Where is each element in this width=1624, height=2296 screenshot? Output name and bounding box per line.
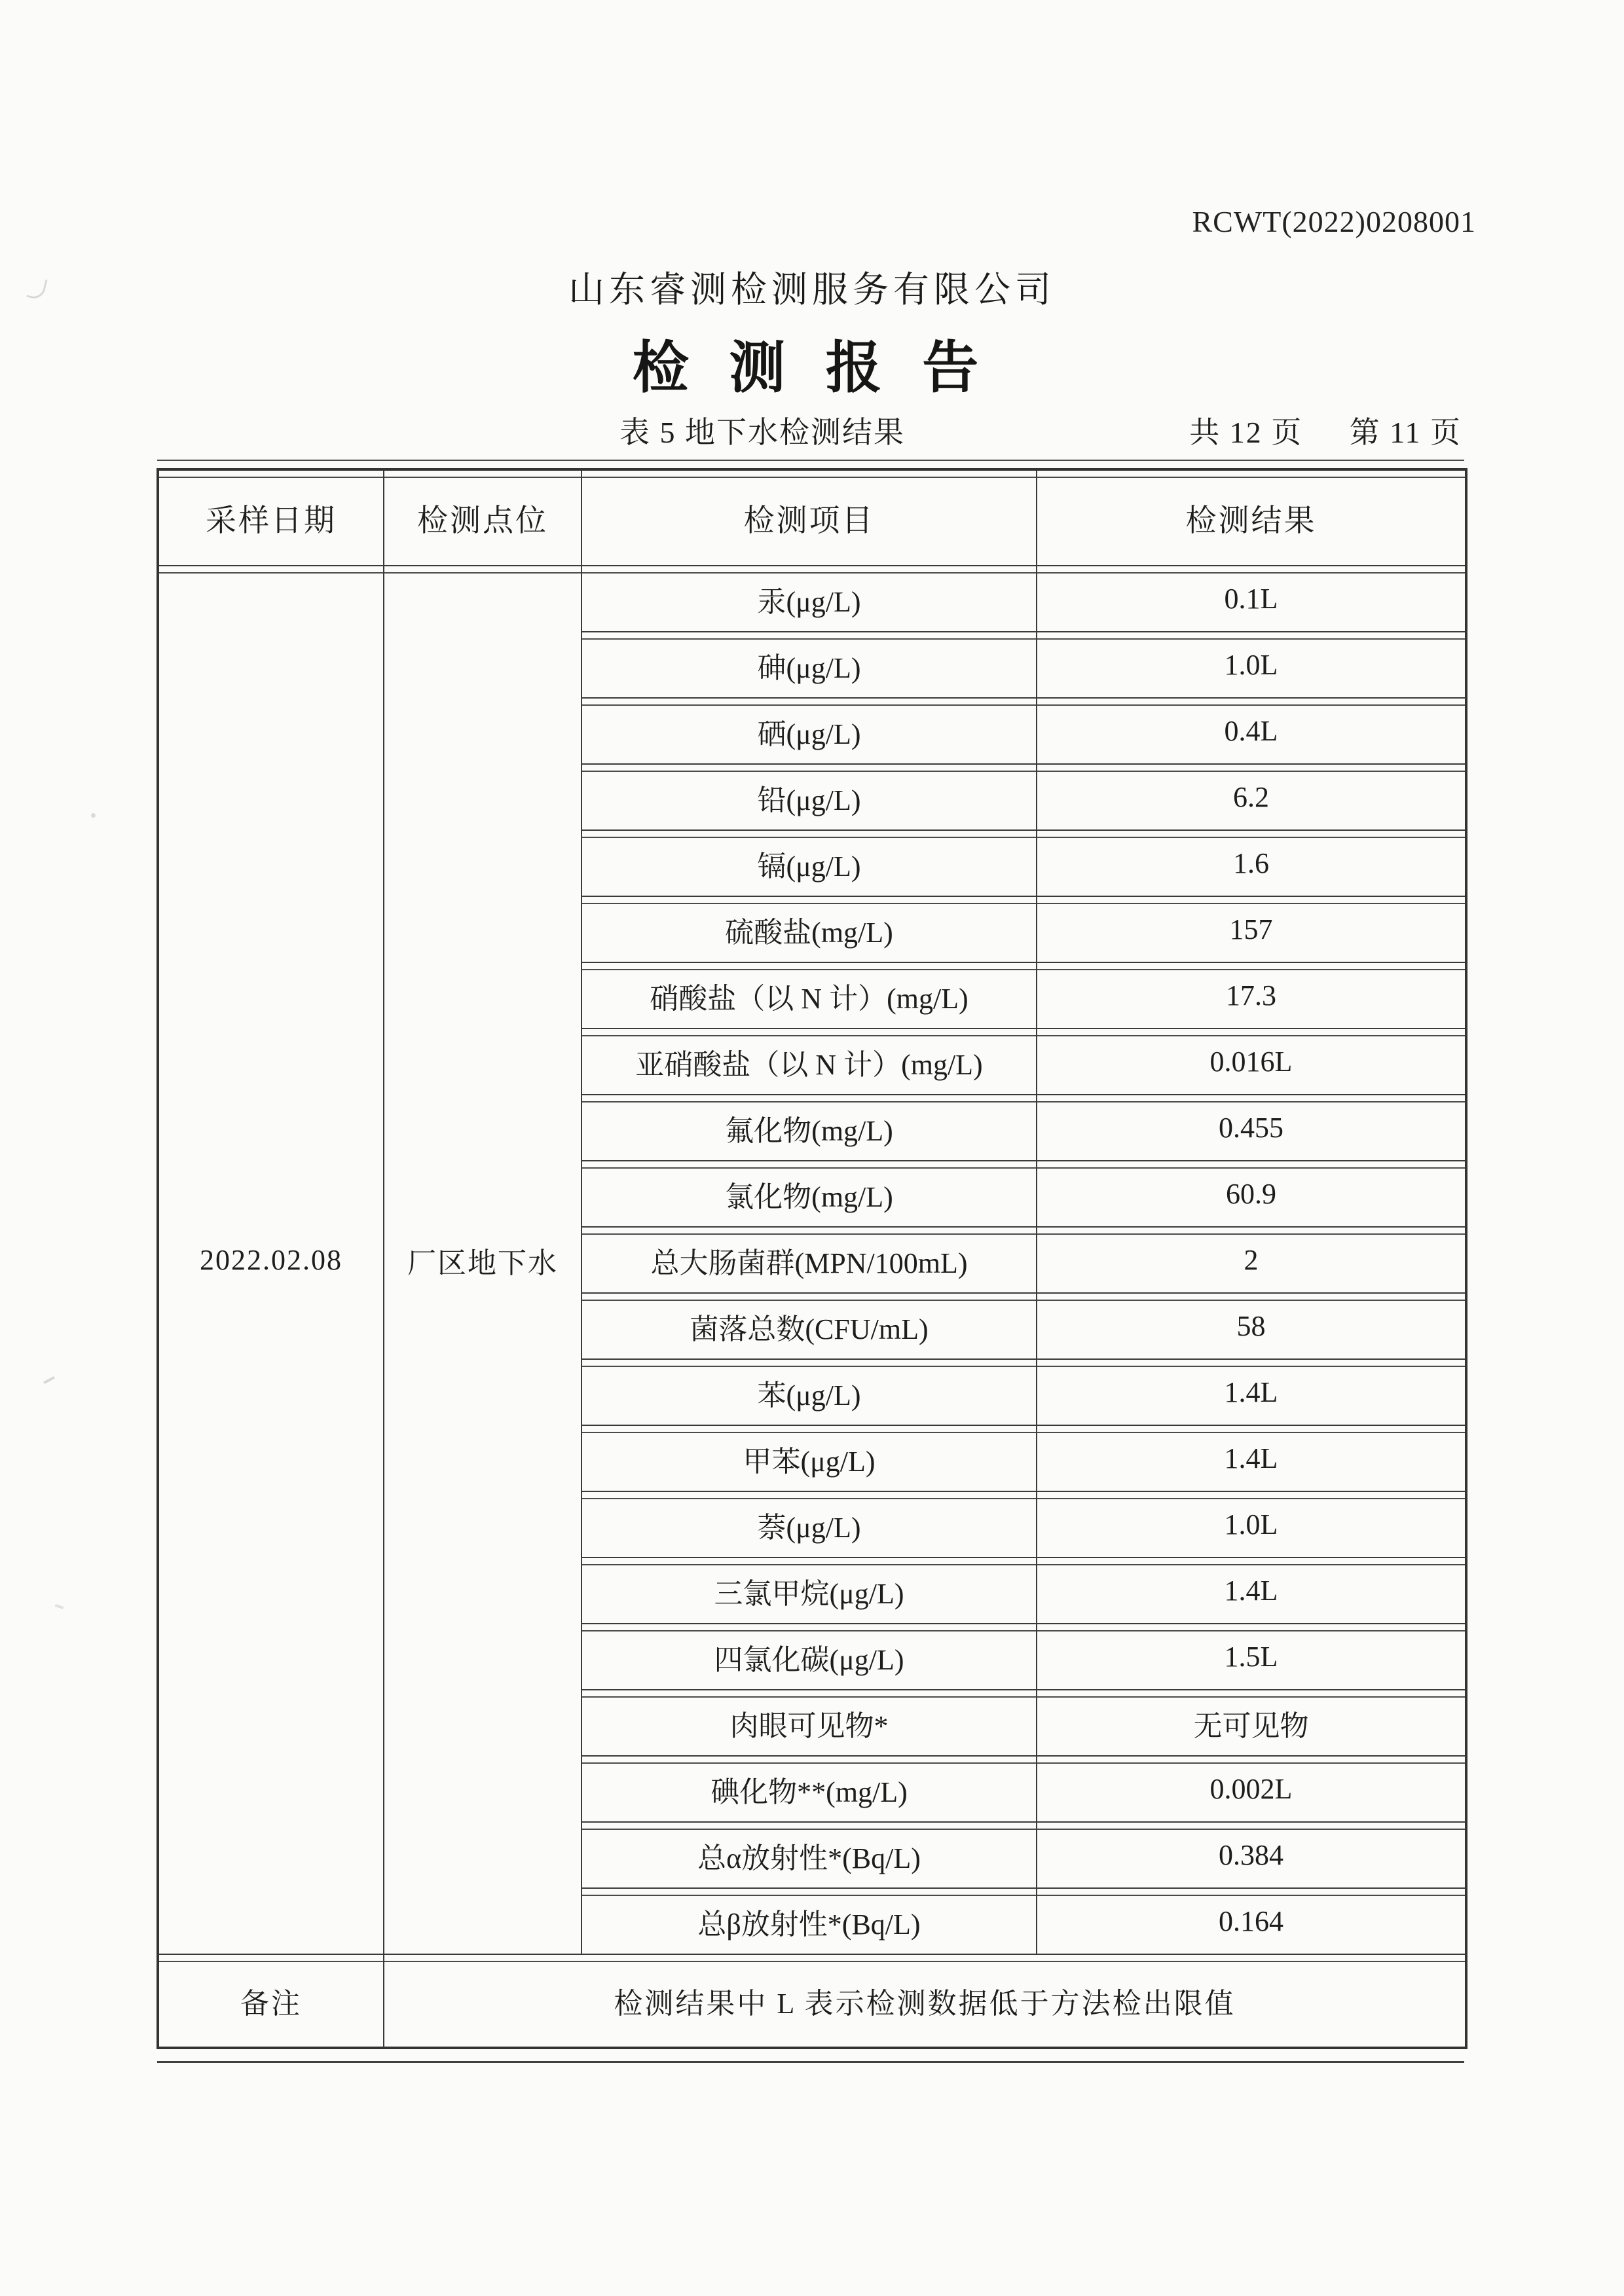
item-cell: 硒(μg/L) — [581, 698, 1037, 764]
result-cell: 1.4L — [1037, 1359, 1466, 1425]
item-cell: 硝酸盐（以 N 计）(mg/L) — [581, 962, 1037, 1029]
item-cell: 砷(μg/L) — [581, 632, 1037, 698]
result-cell: 无可见物 — [1037, 1690, 1466, 1756]
page-current: 第 11 页 — [1349, 416, 1462, 449]
result-cell: 0.002L — [1037, 1756, 1466, 1822]
item-cell: 苯(μg/L) — [581, 1359, 1037, 1425]
item-cell: 总α放射性*(Bq/L) — [581, 1822, 1037, 1888]
col-header-item: 检测项目 — [581, 469, 1037, 566]
result-cell: 1.4L — [1037, 1558, 1466, 1624]
report-number: RCWT(2022)0208001 — [1192, 205, 1476, 238]
result-cell: 1.5L — [1037, 1624, 1466, 1690]
sample-location-cell: 厂区地下水 — [384, 566, 581, 1954]
scan-artifact — [43, 1376, 55, 1384]
item-cell: 亚硝酸盐（以 N 计）(mg/L) — [581, 1029, 1037, 1095]
col-header-sample-date: 采样日期 — [158, 469, 384, 566]
result-cell: 1.6 — [1037, 830, 1466, 896]
result-cell: 0.164 — [1037, 1888, 1466, 1954]
table-top-double-line — [157, 460, 1464, 461]
scan-artifact — [91, 813, 96, 818]
item-cell: 镉(μg/L) — [581, 830, 1037, 896]
pagination — [1189, 409, 1462, 452]
sample-date-cell: 2022.02.08 — [158, 566, 384, 1954]
result-cell: 2 — [1037, 1227, 1466, 1293]
result-cell: 0.384 — [1037, 1822, 1466, 1888]
report-title: 检 测 报 告 — [632, 337, 992, 399]
result-cell: 1.0L — [1037, 1491, 1466, 1558]
item-cell: 铅(μg/L) — [581, 764, 1037, 830]
page-total: 共 12 页 — [1189, 416, 1303, 449]
remark-text-cell: 检测结果中 L 表示检测数据低于方法检出限值 — [384, 1954, 1466, 2048]
remark-label-cell: 备注 — [158, 1954, 384, 2048]
result-cell: 0.455 — [1037, 1095, 1466, 1161]
result-cell: 60.9 — [1037, 1161, 1466, 1227]
result-cell: 58 — [1037, 1293, 1466, 1359]
result-cell: 0.1L — [1037, 566, 1466, 632]
item-cell: 总β放射性*(Bq/L) — [581, 1888, 1037, 1954]
company-name: 山东睿测检测服务有限公司 — [568, 270, 1056, 310]
result-cell: 17.3 — [1037, 962, 1466, 1029]
item-cell: 氯化物(mg/L) — [581, 1161, 1037, 1227]
result-cell: 1.0L — [1037, 632, 1466, 698]
item-cell: 萘(μg/L) — [581, 1491, 1037, 1558]
item-cell: 硫酸盐(mg/L) — [581, 896, 1037, 962]
item-cell: 三氯甲烷(μg/L) — [581, 1558, 1037, 1624]
table-bottom-double-line — [157, 2061, 1464, 2063]
table-caption: 表 5 地下水检测结果 — [619, 416, 905, 449]
scan-artifact — [55, 1604, 64, 1609]
item-cell: 总大肠菌群(MPN/100mL) — [581, 1227, 1037, 1293]
col-header-location: 检测点位 — [384, 469, 581, 566]
table-row — [158, 566, 1466, 632]
item-cell: 氟化物(mg/L) — [581, 1095, 1037, 1161]
item-cell: 四氯化碳(μg/L) — [581, 1624, 1037, 1690]
item-cell: 甲苯(μg/L) — [581, 1425, 1037, 1491]
remark-row — [158, 1954, 1466, 2048]
result-cell: 6.2 — [1037, 764, 1466, 830]
result-cell: 1.4L — [1037, 1425, 1466, 1491]
result-cell: 0.016L — [1037, 1029, 1466, 1095]
results-table — [157, 468, 1467, 2049]
item-cell: 菌落总数(CFU/mL) — [581, 1293, 1037, 1359]
item-cell: 汞(μg/L) — [581, 566, 1037, 632]
result-cell: 157 — [1037, 896, 1466, 962]
result-cell: 0.4L — [1037, 698, 1466, 764]
item-cell: 肉眼可见物* — [581, 1690, 1037, 1756]
table-header-row — [158, 469, 1466, 566]
item-cell: 碘化物**(mg/L) — [581, 1756, 1037, 1822]
col-header-result: 检测结果 — [1037, 469, 1466, 566]
